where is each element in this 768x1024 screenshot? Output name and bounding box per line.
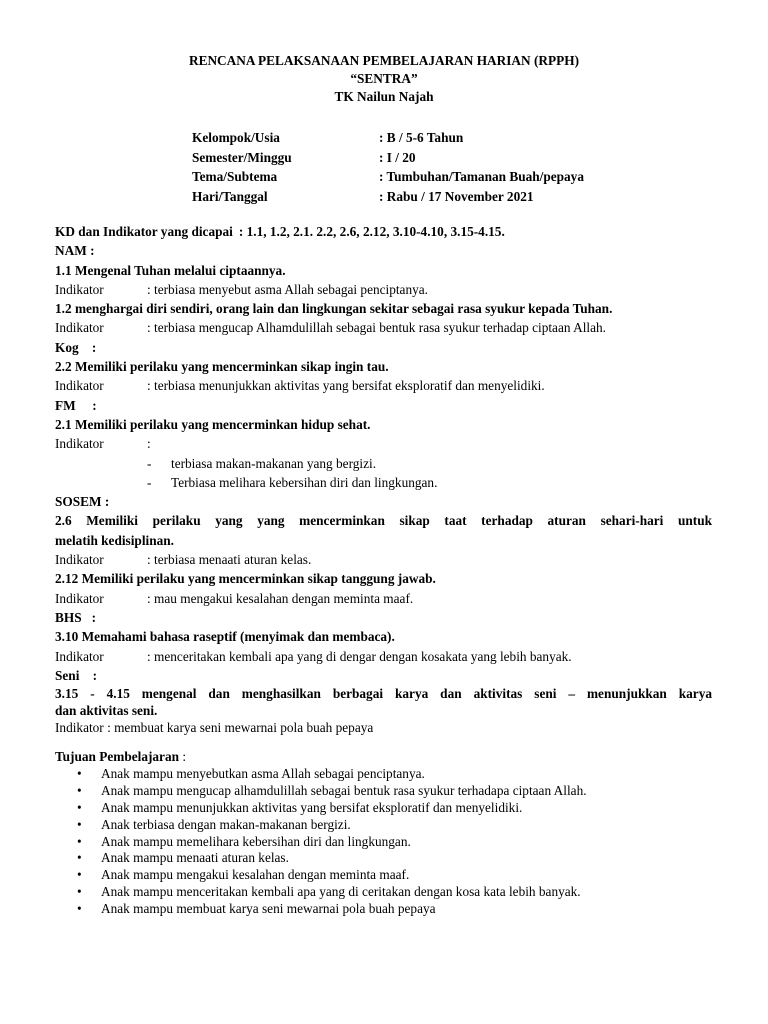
indicator-label: Indikator (55, 648, 104, 664)
bullet-icon: • (77, 884, 82, 899)
indicator-text: Indikator : membuat karya seni mewarnai pola buah pepaya (55, 720, 374, 736)
kd-item-continued: melatih kedisiplinan. (55, 532, 174, 548)
school-name: TK Nailun Najah (334, 89, 434, 104)
section-heading-nam: NAM : (55, 243, 95, 259)
list-item-text: Anak mampu memelihara kebersihan diri dan lingkungan. (101, 833, 411, 849)
meta-row (192, 187, 584, 207)
indicator-row (55, 434, 712, 453)
kd-label: KD dan Indikator yang dicapai (55, 224, 233, 239)
kd-value: : 1.1, 1.2, 2.1. 2.2, 2.6, 2.12, 3.10-4.10, 3.15-4.15. (238, 224, 505, 239)
kd-item: 2.6 Memiliki perilaku yang yang mencerminkan sikap taat terhadap aturan sehari-hari untuk (55, 513, 712, 529)
indicator-label: Indikator (55, 320, 104, 336)
meta-table (192, 128, 584, 206)
indicator-label: Indikator (55, 436, 104, 452)
kd-line (55, 222, 712, 241)
kd-item: 1.2 menghargai diri sendiri, orang lain dan lingkungan sekitar sebagai rasa syukur kepada Tuhan. (55, 301, 613, 317)
indicator-row (55, 280, 712, 299)
document-title: RENCANA PELAKSANAAN PEMBELAJARAN HARIAN (RPPH) (188, 53, 580, 68)
indicator-text: : menceritakan kembali apa yang di dengar dengan kosakata yang lebih banyak. (147, 648, 572, 664)
meta-key: Tema/Subtema (192, 169, 278, 184)
indicator-label: Indikator (55, 552, 104, 568)
list-item (55, 884, 712, 901)
list-item (55, 766, 712, 783)
kd-item-continued: dan aktivitas seni. (55, 703, 158, 719)
dash-marker: - (147, 455, 152, 471)
learning-objectives-colon: : (179, 749, 187, 765)
learning-objectives-title: Tujuan Pembelajaran (55, 749, 179, 765)
kd-item: 2.12 Memiliki perilaku yang mencerminkan sikap tanggung jawab. (55, 571, 436, 587)
indicator-label: Indikator (55, 378, 104, 394)
list-item (55, 800, 712, 817)
indicator-sub-item (55, 454, 712, 473)
indicator-label: Indikator (55, 590, 104, 606)
list-item-text: Anak mampu menceritakan kembali apa yang di ceritakan dengan kosa kata lebih banyak. (101, 884, 581, 899)
section-heading-fm: FM : (55, 397, 97, 413)
list-item (55, 850, 712, 867)
document-subtitle: “SENTRA” (350, 71, 418, 86)
meta-row (192, 167, 584, 187)
indicator-text: : terbiasa mengucap Alhamdulillah sebagai bentuk rasa syukur terhadap ciptaan Allah. (147, 320, 606, 336)
indicator-sub-text: Terbiasa melihara kebersihan diri dan lingkungan. (171, 474, 438, 490)
list-item (55, 901, 712, 918)
section-heading-seni: Seni : (55, 667, 98, 683)
list-item (55, 783, 712, 800)
meta-value: : I / 20 (379, 149, 416, 165)
list-item (55, 817, 712, 834)
indicator-text: : (147, 436, 151, 452)
dash-marker: - (147, 474, 152, 490)
meta-row (192, 128, 584, 148)
indicator-row (55, 376, 712, 395)
indicator-sub-text: terbiasa makan-makanan yang bergizi. (171, 455, 377, 471)
kd-item: 2.2 Memiliki perilaku yang mencerminkan sikap ingin tau. (55, 359, 389, 375)
meta-value: : Rabu / 17 November 2021 (379, 188, 534, 204)
list-item (55, 834, 712, 851)
meta-key: Hari/Tanggal (192, 188, 268, 204)
list-item-text: Anak terbiasa dengan makan-makanan bergizi. (101, 816, 351, 832)
learning-objectives-list (55, 766, 712, 917)
list-item (55, 867, 712, 884)
kd-item: 1.1 Mengenal Tuhan melalui ciptaannya. (55, 262, 286, 278)
indicator-text: : terbiasa menaati aturan kelas. (147, 552, 312, 568)
bullet-icon: • (77, 833, 82, 849)
indicator-row (55, 318, 712, 337)
bullet-icon: • (77, 867, 82, 883)
bullet-icon: • (77, 900, 82, 916)
meta-key: Semester/Minggu (192, 149, 292, 165)
bullet-icon: • (77, 783, 82, 799)
section-heading-kog: Kog : (55, 339, 97, 355)
meta-row (192, 148, 584, 168)
indicator-text: : terbiasa menyebut asma Allah sebagai penciptanya. (147, 281, 428, 297)
list-item-text: Anak mampu menaati aturan kelas. (101, 850, 289, 866)
bullet-icon: • (77, 800, 82, 816)
bullet-icon: • (77, 766, 82, 782)
list-item-text: Anak mampu menyebutkan asma Allah sebagai penciptanya. (101, 766, 425, 782)
kd-item: 3.15 - 4.15 mengenal dan menghasilkan berbagai karya dan aktivitas seni – menunjukkan karya (55, 686, 712, 702)
indicator-sub-item (55, 473, 712, 492)
list-item-text: Anak mampu mengakui kesalahan dengan meminta maaf. (101, 867, 410, 883)
indicator-row (55, 647, 712, 666)
meta-value: : B / 5-6 Tahun (379, 130, 464, 145)
document-header (0, 52, 768, 106)
indicator-text: : terbiasa menunjukkan aktivitas yang bersifat eksploratif dan menyelidiki. (147, 378, 545, 394)
meta-value: : Tumbuhan/Tamanan Buah/pepaya (379, 169, 584, 184)
list-item-text: Anak mampu mengucap alhamdulillah sebagai bentuk rasa syukur terhadapa ciptaan Allah. (101, 783, 587, 799)
list-item-text: Anak mampu membuat karya seni mewarnai pola buah pepaya (101, 900, 436, 916)
bullet-icon: • (77, 816, 82, 832)
list-item-text: Anak mampu menunjukkan aktivitas yang bersifat eksploratif dan menyelidiki. (101, 800, 523, 816)
document-body (55, 222, 712, 918)
indicator-label: Indikator (55, 281, 104, 297)
indicator-row (55, 550, 712, 569)
section-heading-bhs: BHS : (55, 609, 97, 625)
indicator-row (55, 589, 712, 608)
bullet-icon: • (77, 850, 82, 866)
kd-item: 3.10 Memahami bahasa raseptif (menyimak dan membaca). (55, 629, 395, 645)
kd-item: 2.1 Memiliki perilaku yang mencerminkan hidup sehat. (55, 416, 371, 432)
meta-key: Kelompok/Usia (192, 130, 280, 145)
indicator-text: : mau mengakui kesalahan dengan meminta maaf. (147, 590, 414, 606)
learning-objectives-heading (55, 747, 712, 766)
section-heading-sosem: SOSEM : (55, 494, 110, 510)
